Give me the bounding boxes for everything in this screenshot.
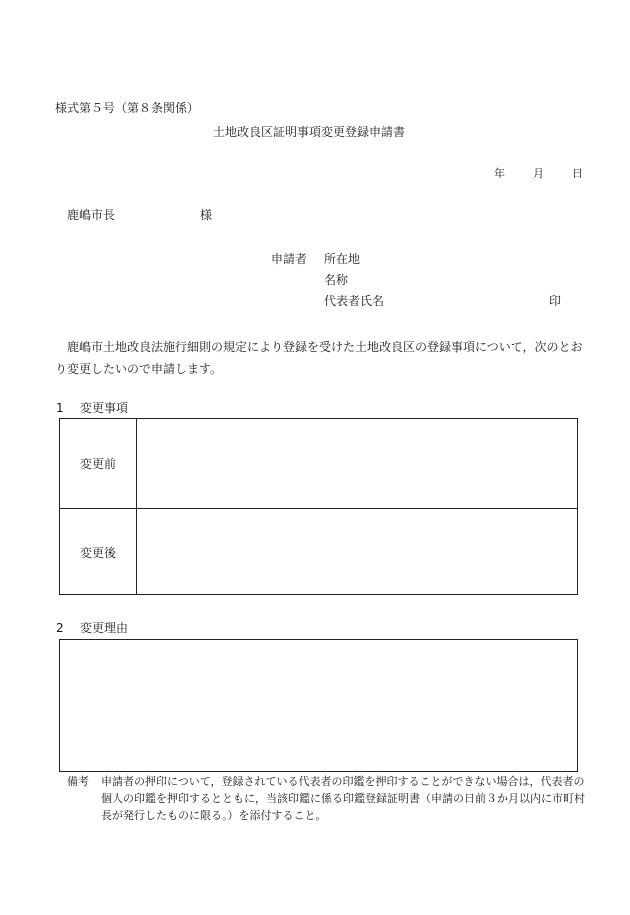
section-2-number: 2 [56,621,64,635]
section-1-number: 1 [56,401,64,415]
change-reason-field[interactable] [59,639,578,772]
applicant-name-label: 名称 [324,273,349,287]
before-label: 変更前 [60,419,137,508]
applicant-location-label: 所在地 [324,252,361,266]
document-title: 土地改良区証明事項変更登録申請書 [213,125,406,139]
after-label: 変更後 [60,509,137,595]
change-row-before [60,419,577,508]
section-2-heading [56,622,128,634]
after-value-field[interactable] [137,509,577,595]
section-1-heading [56,402,128,414]
date-month-label: 月 [533,167,544,180]
addressee-name: 鹿嶋市長 [67,208,116,222]
section-1-title: 変更事項 [80,401,129,415]
change-items-table [59,418,578,595]
date-day-label: 日 [572,167,583,180]
remarks-label: 備考 [67,775,89,788]
addressee-honorific: 様 [200,208,213,222]
applicant-label: 申請者 [271,252,308,266]
date-year-label: 年 [494,167,505,180]
before-value-field[interactable] [137,419,577,508]
applicant-representative-label: 代表者氏名 [324,294,385,308]
section-2-title: 変更理由 [80,621,129,635]
change-row-after [60,508,577,595]
application-statement: 鹿嶋市土地改良法施行細則の規定により登録を受けた土地改良区の登録事項について，次のとおり変更したいので申請します。 [55,340,583,376]
seal-mark: 印 [549,294,562,308]
form-number: 様式第５号（第８条関係） [55,101,200,115]
remarks-text: 申請者の押印について，登録されている代表者の印鑑を押印することができない場合は，代表者の個人の印鑑を押印するとともに，当該印鑑に係る印鑑登録証明書（申請の日前３か月以内に市町村長が発行したものに限る。）を添付すること。 [101,775,585,822]
